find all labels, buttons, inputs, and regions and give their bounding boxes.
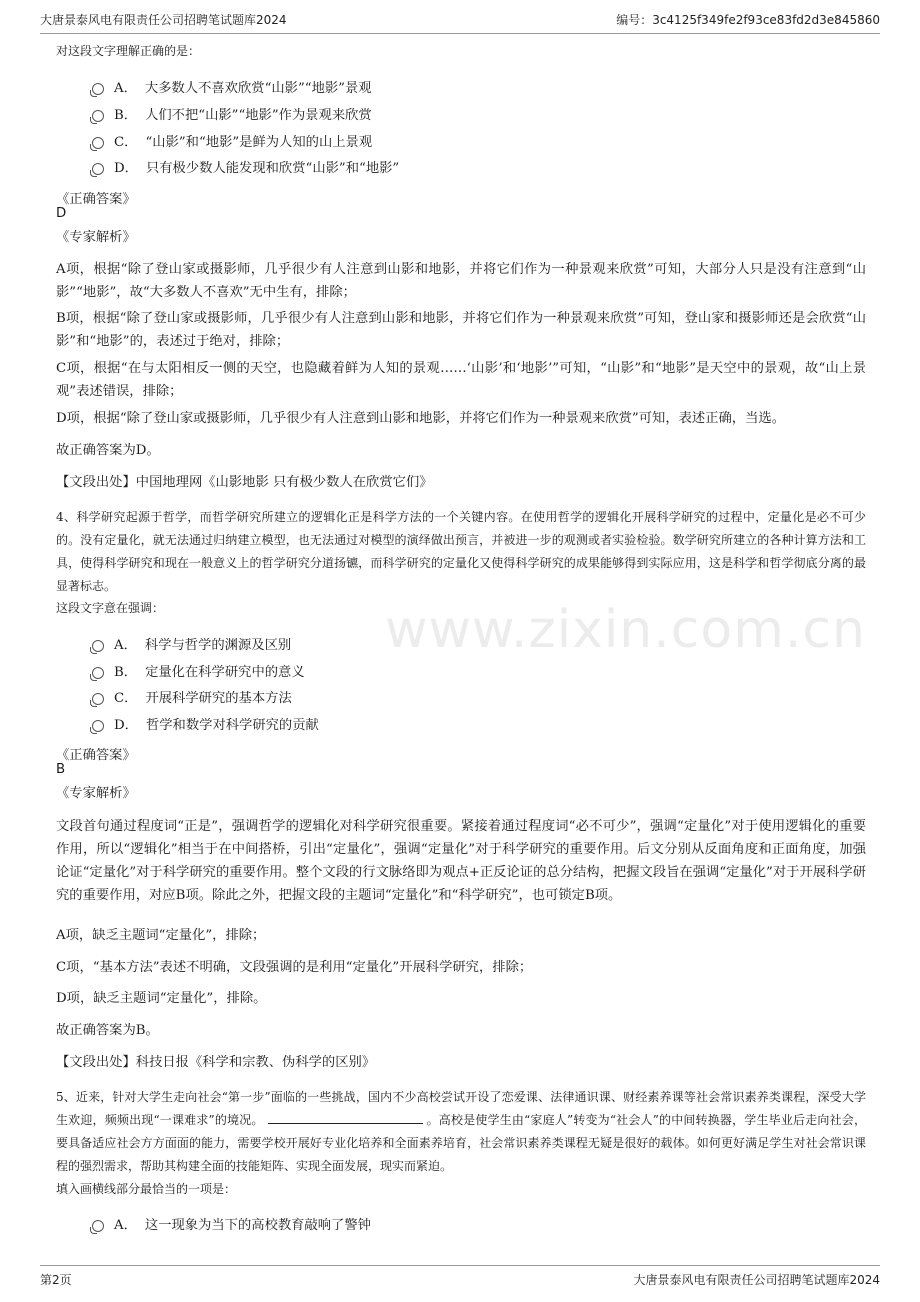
q4-option-d[interactable]: D． 哲学和数学对科学研究的贡献	[92, 714, 319, 733]
option-text: 定量化在科学研究中的意义	[145, 665, 305, 680]
q3-answer-label: 《正确答案》	[56, 192, 136, 207]
footer-title: 大唐景泰风电有限责任公司招聘笔试题库2024	[633, 1273, 880, 1287]
page-number: 第2页	[40, 1273, 72, 1287]
q5-passage-before: 5、近来，针对大学生走向社会“第一步”面临的一些挑战，国内不少高校尝试开设了恋爱课、法律通识课、财经素养课等社会常识素养类课程，深受大学生欢迎，频频出现“一课难求”的境况。	[56, 1090, 866, 1127]
q4-analysis-label: 《专家解析》	[56, 786, 136, 801]
q5-prompt: 填入画横线部分最恰当的一项是：	[56, 1182, 237, 1196]
q3-analysis-b: B项，根据“除了登山家或摄影师，几乎很少有人注意到山影和地影，并将它们作为一种景观来欣赏”可知，登山家和摄影师还是会欣赏“山影”和“地影”的，表述过于绝对，排除；	[56, 311, 866, 349]
q3-analysis-label: 《专家解析》	[56, 230, 136, 245]
radio-icon[interactable]	[92, 137, 104, 149]
fill-blank-line	[268, 1111, 423, 1124]
q4-option-a[interactable]: A． 科学与哲学的渊源及区别	[92, 634, 291, 653]
q3-prompt: 对这段文字理解正确的是：	[56, 44, 201, 58]
q5-option-a[interactable]: A． 这一现象为当下的高校教育敲响了警钟	[92, 1214, 371, 1233]
option-text: 科学与哲学的渊源及区别	[144, 638, 292, 653]
q4-answer: B	[56, 762, 66, 777]
radio-icon[interactable]	[92, 720, 104, 732]
option-text: 哲学和数学对科学研究的贡献	[145, 718, 319, 733]
q3-analysis-d: D项，根据“除了登山家或摄影师，几乎很少有人注意到山影和地影，并将它们作为一种景观来欣赏”可知，表述正确，当选。	[56, 411, 785, 426]
page-footer	[40, 1265, 880, 1288]
q4-analysis-c: C项，“基本方法”表述不明确，文段强调的是利用“定量化”开展科学研究，排除；	[56, 960, 533, 975]
q3-analysis-c: C项，根据“在与太阳相反一侧的天空，也隐藏着鲜为人知的景观……‘山影’和‘地影’”可知，“山影”和“地影”是天空中的景观，故“山上景观”表述错误，排除；	[56, 361, 866, 399]
watermark: www.zixin.com.cn	[385, 600, 866, 660]
option-text: 这一现象为当下的高校教育敲响了警钟	[144, 1218, 371, 1233]
option-text: 人们不把“山影”“地影”作为景观来欣赏	[145, 108, 372, 123]
header-title: 大唐景泰风电有限责任公司招聘笔试题库2024	[40, 13, 287, 27]
radio-icon[interactable]	[92, 83, 104, 95]
q4-answer-label: 《正确答案》	[56, 748, 136, 763]
radio-icon[interactable]	[92, 667, 104, 679]
q3-option-d[interactable]: D． 只有极少数人能发现和欣赏“山影”和“地影”	[92, 157, 399, 176]
option-text: 只有极少数人能发现和欣赏“山影”和“地影”	[145, 161, 400, 176]
radio-icon[interactable]	[92, 1220, 104, 1232]
q3-option-a[interactable]: A． 大多数人不喜欢欣赏“山影”“地影”景观	[92, 77, 372, 96]
q4-option-c[interactable]: C． 开展科学研究的基本方法	[92, 687, 292, 706]
q4-analysis-main: 文段首句通过程度词“正是”，强调哲学的逻辑化对科学研究很重要。紧接着通过程度词“必不可少”，强调“定量化”对于使用逻辑化的重要作用，所以“逻辑化”相当于在中间搭桥，引出“定量化”，强调“定量化”对于科学研究的重要作用。后文分别从反面角度和正面角度，加强论证“定量化”对于科学研究的重要作用。整个文段的行文脉络即为观点+正反论证的总分结构，把握文段旨在强调“定量化”对于开展科学研究的重要作用，对应B项。除此之外，把握文段的主题词“定量化”和“科学研究”，也可锁定B项。	[56, 819, 866, 903]
q3-answer: D	[56, 206, 67, 221]
option-text: 大多数人不喜欢欣赏“山影”“地影”景观	[144, 81, 372, 96]
radio-icon[interactable]	[92, 640, 104, 652]
q4-passage: 4、科学研究起源于哲学，而哲学研究所建立的逻辑化正是科学方法的一个关键内容。在使用哲学的逻辑化开展科学研究的过程中，定量化是必不可少的。没有定量化，就无法通过归纳建立模型，也无法通过对模型的演绎做出预言，并被进一步的观测或者实验检验。数学研究所建立的各种计算方法和工具，使得科学研究和现在一般意义上的哲学研究分道扬镳，而科学研究的定量化又使得科学研究的成果能够得到实际应用，这是科学和哲学彻底分离的最显著标志。	[56, 510, 866, 593]
q3-analysis-a: A项，根据“除了登山家或摄影师，几乎很少有人注意到山影和地影，并将它们作为一种景观来欣赏”可知，大部分人只是没有注意到“山影”“地影”，故“大多数人不喜欢”无中生有，排除；	[56, 262, 866, 300]
q5-passage	[56, 1086, 866, 1178]
page-header	[40, 11, 880, 34]
option-text: 开展科学研究的基本方法	[145, 691, 292, 706]
q5-passage-after: 。高校是使学生由“家庭人”转变为“社会人”的中间转换器，学生毕业后走向社会，要具备适应社会方方面面的能力，需要学校开展好专业化培养和全面素养培育，社会常识素养类课程无疑是很好的载体。如何更好满足学生对社会常识课程的强烈需求，帮助其构建全面的技能矩阵、实现全面发展，现实而紧迫。	[56, 1113, 866, 1173]
q4-source: 【文段出处】科技日报《科学和宗教、伪科学的区别》	[56, 1055, 376, 1070]
radio-icon[interactable]	[92, 163, 104, 175]
radio-icon[interactable]	[92, 110, 104, 122]
q4-prompt: 这段文字意在强调：	[56, 601, 165, 615]
q3-option-b[interactable]: B． 人们不把“山影”“地影”作为景观来欣赏	[92, 104, 372, 123]
q4-analysis-a: A项，缺乏主题词“定量化”，排除；	[56, 928, 266, 943]
q4-conclusion: 故正确答案为B。	[56, 1023, 159, 1038]
header-doc-id: 编号：3c4125f349fe2f93ce83fd2d3e845860	[616, 13, 880, 27]
q3-option-c[interactable]: C． “山影”和“地影”是鲜为人知的山上景观	[92, 131, 372, 150]
q3-source: 【文段出处】中国地理网《山影地影 只有极少数人在欣赏它们》	[56, 475, 433, 490]
radio-icon[interactable]	[92, 693, 104, 705]
q4-option-b[interactable]: B． 定量化在科学研究中的意义	[92, 661, 305, 680]
q4-analysis-d: D项，缺乏主题词“定量化”，排除。	[56, 991, 267, 1006]
q3-conclusion: 故正确答案为D。	[56, 443, 160, 458]
option-text: “山影”和“地影”是鲜为人知的山上景观	[145, 135, 373, 150]
